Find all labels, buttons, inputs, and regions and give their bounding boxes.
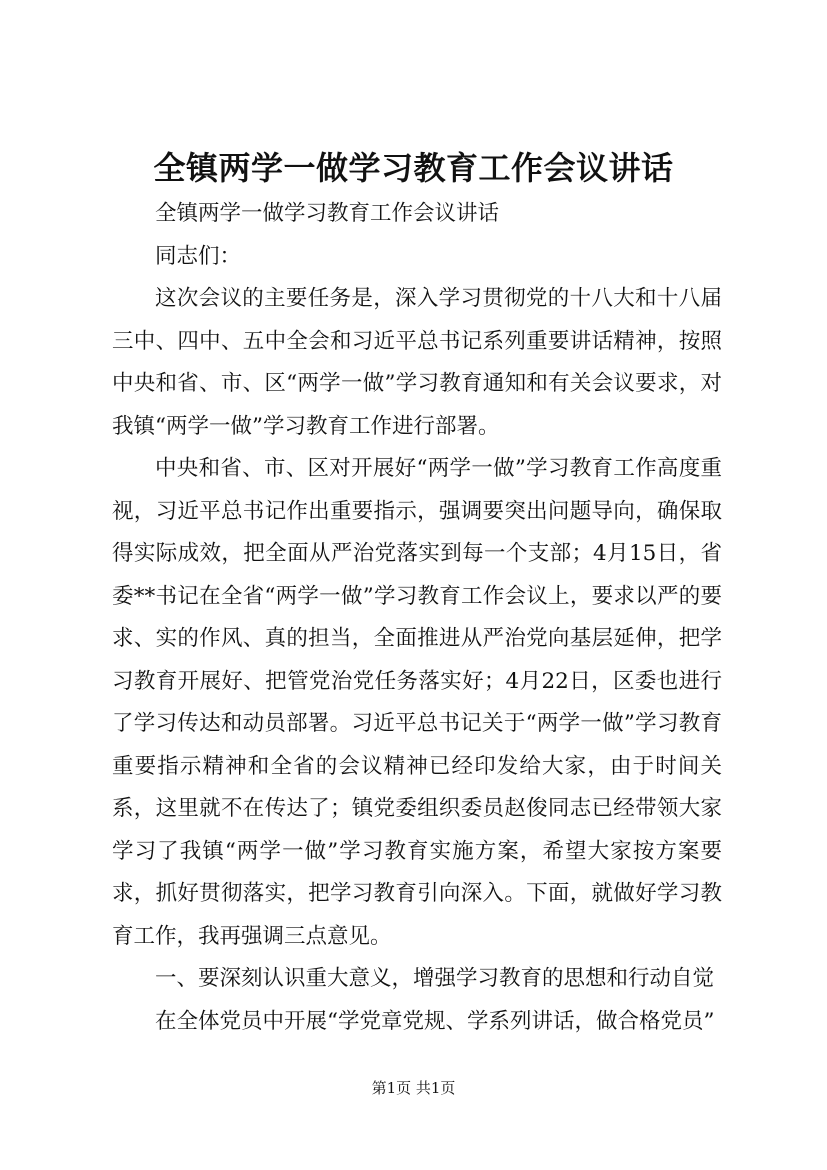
paragraph-salutation: 同志们： [155,243,242,269]
page-footer: 第1页 共1页 [371,1079,456,1097]
paragraph-subtitle: 全镇两学一做学习教育工作会议讲话 [155,201,500,226]
paragraph-section-heading: 一、要深刻认识重大意义，增强学习教育的思想和行动自觉 [155,966,715,991]
paragraph-task: 这次会议的主要任务是，深入学习贯彻党的十八大和十八届三中、四中、五中全会和习近平总书记系列重要讲话精神，按照中央和省、市、区“两学一做”学习教育通知和有关会议要求，对我镇“两学一做”学习教育工作进行部署。 [112,286,722,439]
paragraph-section-body: 在全体党员中开展“学党章党规、学系列讲话，做合格党员” [155,1008,715,1034]
document-body [112,193,722,1043]
paragraph-background: 中央和省、市、区对开展好“两学一做”学习教育工作高度重视，习近平总书记作出重要指示，强调要突出问题导向，确保取得实际成效，把全面从严治党落实到每一个支部；4月15日，省委**书记在全省“两学一做”学习教育工作会议上，要求以严的要求、实的作风、真的担当，全面推进从严治党向基层延伸，把学习教育开展好、把管党治党任务落实好；4月22日，区委也进行了学习传达和动员部署。习近平总书记关于“两学一做”学习教育重要指示精神和全省的会议精神已经印发给大家，由于时间关系，这里就不在传达了；镇党委组织委员赵俊同志已经带领大家学习了我镇“两学一做”学习教育实施方案，希望大家按方案要求，抓好贯彻落实，把学习教育引向深入。下面，就做好学习教育工作，我再强调三点意见。 [112,456,722,949]
document-title: 全镇两学一做学习教育工作会议讲话 [153,149,674,187]
